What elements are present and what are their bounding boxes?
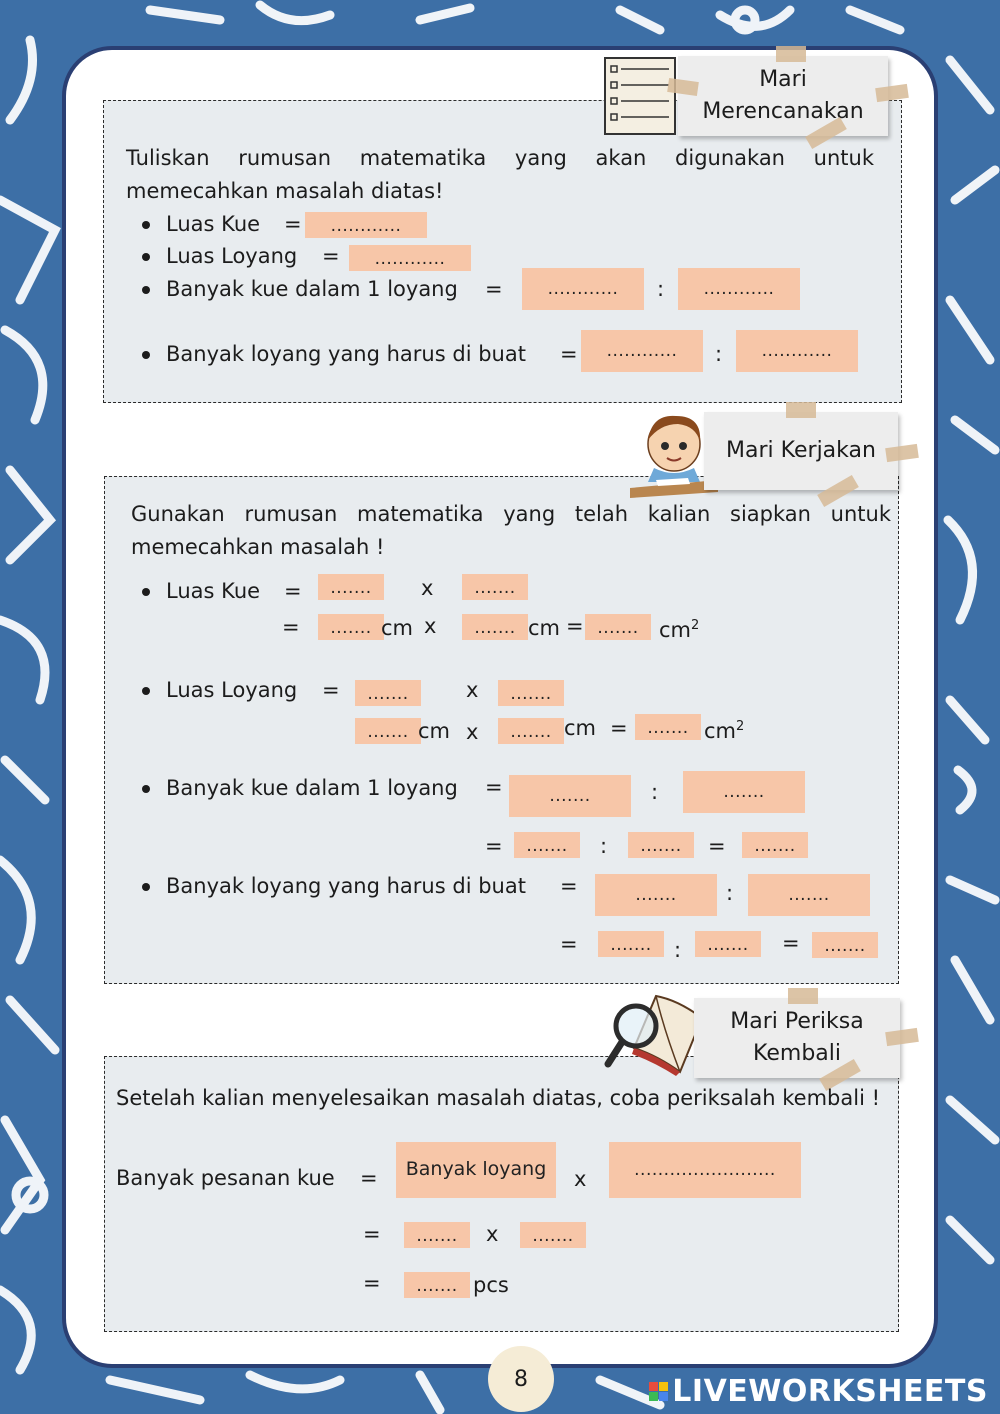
planning-blank-luas-kue[interactable]: ............ — [305, 212, 427, 238]
checking-header-line-2: Kembali — [753, 1041, 841, 1066]
checking-header-paper — [694, 998, 900, 1078]
times-sign: x — [421, 576, 434, 600]
page-number: 8 — [488, 1346, 554, 1412]
unit-cm-squared — [704, 712, 744, 746]
checking-header-line-1: Mari Periksa — [730, 1009, 864, 1034]
working-blank[interactable]: ....... — [318, 574, 384, 600]
checking-blank[interactable]: ....... — [404, 1272, 470, 1298]
times-sign: x — [424, 614, 437, 638]
working-label-luas-loyang: Luas Loyang — [166, 674, 297, 706]
working-header: Mari Kerjakan — [726, 438, 876, 463]
times-sign: x — [466, 678, 479, 702]
equals-sign: = — [560, 874, 578, 898]
divide-sign: : — [651, 780, 659, 804]
working-blank[interactable]: ....... — [695, 931, 761, 957]
working-blank[interactable]: ....... — [514, 832, 580, 858]
unit-cm: cm — [381, 616, 414, 640]
working-blank[interactable]: ....... — [585, 614, 651, 640]
working-blank[interactable]: ....... — [683, 771, 805, 813]
book-magnifier-icon — [604, 990, 708, 1076]
equals-sign: = — [560, 342, 578, 366]
exponent: 2 — [736, 719, 745, 734]
planning-label-loyang-dibuat: Banyak loyang yang harus di buat — [166, 338, 526, 370]
working-blank[interactable]: ....... — [628, 832, 694, 858]
planning-blank-luas-loyang[interactable]: ............ — [349, 245, 471, 271]
equals-sign: = — [560, 932, 578, 956]
equals-sign: = — [610, 716, 628, 740]
working-label-luas-kue: Luas Kue — [166, 575, 260, 607]
planning-blank-kue-per-loyang-b[interactable]: ............ — [678, 268, 800, 310]
equals-sign: = — [284, 212, 302, 236]
checking-blank[interactable]: ....... — [404, 1222, 470, 1248]
liveworksheets-mark-icon — [649, 1382, 668, 1401]
equals-sign: = — [322, 678, 340, 702]
divide-sign: : — [715, 342, 723, 366]
exponent: 2 — [691, 618, 700, 633]
times-sign: x — [574, 1167, 587, 1191]
working-blank[interactable]: ....... — [635, 714, 701, 740]
divide-sign: : — [726, 881, 734, 905]
divide-sign: : — [674, 938, 682, 962]
equals-sign: = — [363, 1271, 381, 1295]
planning-header-paper — [678, 56, 888, 136]
working-blank[interactable]: ....... — [812, 932, 878, 958]
working-blank[interactable]: ....... — [595, 874, 717, 916]
equals-sign: = — [485, 834, 503, 858]
planning-blank-loyang-dibuat-a[interactable]: ............ — [581, 330, 703, 372]
checking-label-pesanan: Banyak pesanan kue — [116, 1166, 335, 1190]
working-blank[interactable]: ....... — [355, 718, 421, 744]
tape — [776, 46, 806, 62]
planning-blank-kue-per-loyang-a[interactable]: ............ — [522, 268, 644, 310]
checking-blank-long[interactable]: ........................ — [609, 1142, 801, 1198]
planning-header-line-1: Mari — [759, 67, 807, 92]
planning-label-luas-loyang: Luas Loyang — [166, 240, 297, 272]
times-sign: x — [486, 1222, 499, 1246]
working-blank[interactable]: ....... — [598, 931, 664, 957]
unit-cm: cm — [418, 719, 451, 743]
equals-sign: = — [708, 834, 726, 858]
checking-blank[interactable]: ....... — [520, 1222, 586, 1248]
working-blank[interactable]: ....... — [355, 680, 421, 706]
liveworksheets-logo — [649, 1374, 988, 1409]
planning-instruction: Tuliskan rumusan matematika yang akan digunakan untuk memecahkan masalah diatas! — [126, 146, 874, 203]
equals-sign: = — [360, 1166, 378, 1190]
working-instruction: Gunakan rumusan matematika yang telah kalian siapkan untuk memecahkan masalah ! — [131, 502, 891, 559]
divide-sign: : — [600, 834, 608, 858]
working-blank[interactable]: ....... — [509, 775, 631, 817]
working-blank[interactable]: ....... — [498, 718, 564, 744]
notepad-icon — [603, 56, 679, 136]
working-blank[interactable]: ....... — [742, 832, 808, 858]
tape — [786, 402, 816, 418]
divide-sign: : — [657, 277, 665, 301]
brand-name: LIVEWORKSHEETS — [672, 1374, 988, 1409]
unit-area: cm — [659, 618, 692, 642]
unit-area: cm — [704, 719, 737, 743]
tape — [788, 988, 818, 1004]
equals-sign: = — [566, 614, 584, 638]
working-blank[interactable]: ....... — [462, 614, 528, 640]
unit-cm-squared — [659, 611, 699, 645]
equals-sign: = — [363, 1222, 381, 1246]
unit-pcs: pcs — [473, 1273, 509, 1297]
equals-sign: = — [485, 277, 503, 301]
equals-sign: = — [282, 615, 300, 639]
checking-box-banyak-loyang: Banyak loyang — [396, 1142, 556, 1198]
equals-sign: = — [322, 244, 340, 268]
equals-sign: = — [782, 931, 800, 955]
working-header-paper — [704, 412, 898, 490]
checking-instruction: Setelah kalian menyelesaikan masalah diatas, coba periksalah kembali ! — [116, 1086, 880, 1110]
working-label-kue-per-loyang: Banyak kue dalam 1 loyang — [166, 772, 458, 804]
working-blank[interactable]: ....... — [748, 874, 870, 916]
planning-label-luas-kue: Luas Kue — [166, 208, 260, 240]
working-label-loyang-dibuat: Banyak loyang yang harus di buat — [166, 870, 526, 902]
working-blank[interactable]: ....... — [462, 574, 528, 600]
working-blank[interactable]: ....... — [498, 680, 564, 706]
equals-sign: = — [284, 579, 302, 603]
unit-cm: cm — [528, 616, 561, 640]
equals-sign: = — [485, 775, 503, 799]
unit-cm: cm — [564, 716, 597, 740]
times-sign: x — [466, 720, 479, 744]
working-blank[interactable]: ....... — [318, 614, 384, 640]
planning-label-kue-per-loyang: Banyak kue dalam 1 loyang — [166, 273, 458, 305]
planning-blank-loyang-dibuat-b[interactable]: ............ — [736, 330, 858, 372]
planning-header-line-2: Merencanakan — [702, 99, 864, 124]
